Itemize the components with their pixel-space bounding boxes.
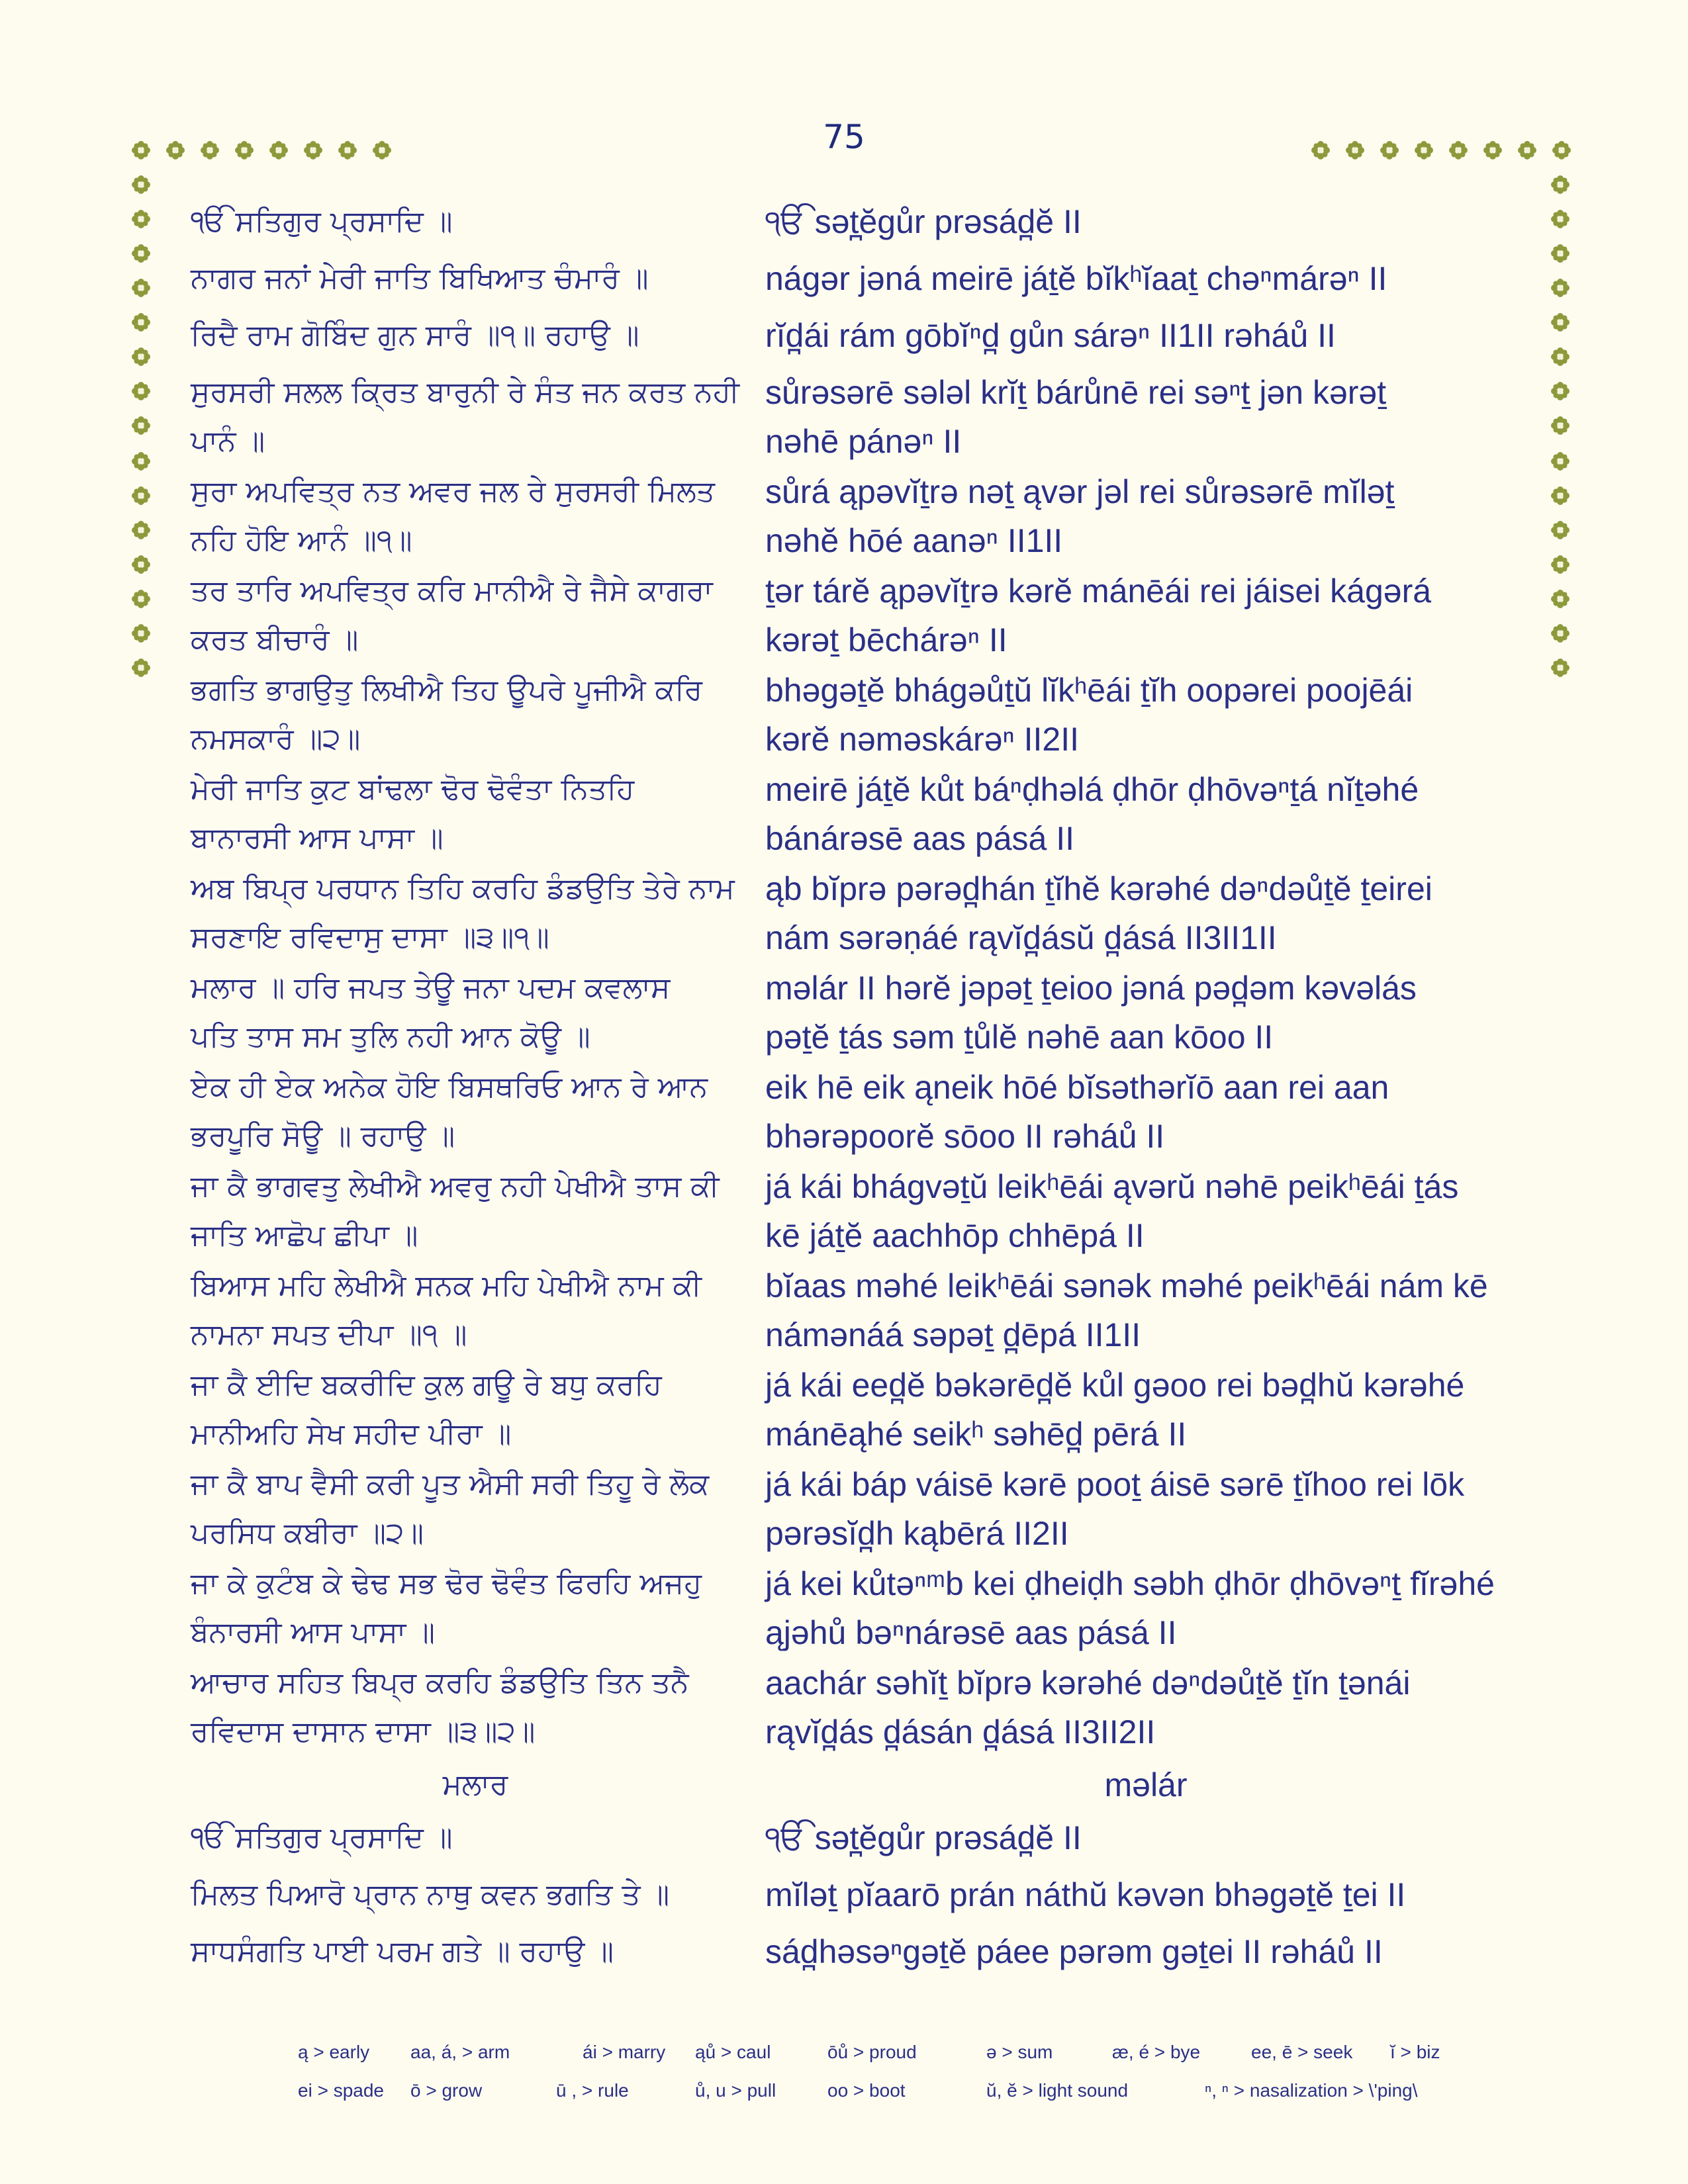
flower-ornament-icon (1380, 140, 1399, 160)
gurmukhi-text: ਅਬ ਬਿਪ੍ਰ ਪਰਧਾਨ ਤਿਹਿ ਕਰਹਿ ਡੰਡਉਤਿ ਤੇਰੇ ਨਾਮ ਸਰਣਾਇ ਰਵਿਦਾਸੁ ਦਾਸਾ ॥੩॥੧॥ (191, 872, 735, 954)
gurmukhi-text: ਮਿਲਤ ਪਿਆਰੋ ਪ੍ਰਾਨ ਨਾਥੁ ਕਵਨ ਭਗਤਿ ਤੇ ॥ (191, 1878, 670, 1911)
flower-ornament-icon (1550, 209, 1570, 229)
gurmukhi-text: ਆਚਾਰ ਸਹਿਤ ਬਿਪ੍ਰ ਕਰਹਿ ਡੰਡਉਤਿ ਤਿਨ ਤਨੈ ਰਵਿਦਾਸ ਦਾਸਾਨ ਦਾਸਾ ॥੩॥੨॥ (191, 1666, 689, 1749)
flower-ornament-icon (131, 589, 151, 609)
transliteration-text: já kái eed̪ĕ bəkərēd̪ĕ kůl gəoo rei bəd̪hŭ kərəhé mánēąhé seikʰ səhēd̪ pērá II (765, 1367, 1465, 1453)
flower-ornament-icon (1550, 451, 1570, 471)
gurmukhi-text: ਮਲਾਰ ॥ ਹਰਿ ਜਪਤ ਤੇਊ ਜਨਾ ਪਦਮ ਕਵਲਾਸ ਪਤਿ ਤਾਸ ਸਮ ਤੁਲਿ ਨਹੀ ਆਨ ਕੋਊ ॥ (191, 971, 671, 1054)
page-number: 75 (823, 118, 865, 156)
transliteration-text: ṯər tárĕ ąpəvĭṯrə kərĕ mánēái rei jáisei kágərá kərəṯ bēchárəⁿ II (765, 572, 1432, 659)
flower-ornament-icon (131, 278, 151, 298)
flower-ornament-icon (131, 347, 151, 367)
flower-ornament-icon (1414, 140, 1434, 160)
legend-row (298, 2080, 1523, 2118)
legend-item: ąů > caul (695, 2042, 771, 2062)
transliteration-text: eik hē eik ąneik hōé bĭsəthərĭō aan rei aan bhərəpoorĕ sōoo II rəháů II (765, 1069, 1389, 1155)
transliteration-text: já kái báp váisē kərē pooṯ áisē sərē ṯĭhoo rei lōk pərəsĭd̪h kąbērá II2II (765, 1466, 1465, 1552)
gurmukhi-text: ੴ ਸਤਿਗੁਰ ਪ੍ਰਸਾਦਿ ॥ (191, 1821, 453, 1854)
flower-ornament-icon (1550, 244, 1570, 263)
transliteration-text: já kei kůtəⁿᵐb kei ḍheiḍh səbh ḍhōr ḍhōvəⁿṯ fĭrəhé ąjəhů bəⁿnárəsē aas pásá II (765, 1565, 1495, 1651)
transliteration-text: bhəgəṯĕ bhágəůṯŭ lĭkʰēái ṯĭh oopərei poojēái kərĕ nəməskárəⁿ II2II (765, 672, 1413, 758)
transliteration-text: aachár səhĭṯ bĭprə kərəhé dəⁿdəůṯĕ ṯĭn ṯənái rąvĭd̪ás d̪ásán d̪ásá II3II2II (765, 1664, 1411, 1751)
transliteration-text: ੴ sət̪ĕgůr prəsád̪ĕ II (765, 1819, 1082, 1856)
legend-row (298, 2042, 1523, 2080)
transliteration-text: nágər jəná meirē jáṯĕ bĭkʰĭaaṯ chəⁿmárəⁿ II (765, 260, 1387, 297)
flower-ornament-icon (165, 140, 185, 160)
legend-item: ŭ, ĕ > light sound (986, 2080, 1129, 2101)
flower-ornament-icon (131, 486, 151, 506)
flower-ornament-icon (131, 381, 151, 401)
legend-item: ą > early (298, 2042, 370, 2062)
gurmukhi-text: ਬਿਆਸ ਮਹਿ ਲੇਖੀਐ ਸਨਕ ਮਹਿ ਪੇਖੀਐ ਨਾਮ ਕੀ ਨਾਮਨਾ ਸਪਤ ਦੀਪਾ ॥੧ ॥ (191, 1269, 702, 1351)
flower-ornament-icon (1550, 175, 1570, 195)
transliteration-text: məlár II hərĕ jəpəṯ ṯeioo jəná pəd̪əm kəvəlás pəṯĕ ṯás səm ṯůlĕ nəhē aan kōoo II (765, 970, 1417, 1056)
flower-ornament-icon (1550, 486, 1570, 506)
legend-item: æ, é > bye (1112, 2042, 1201, 2062)
flower-ornament-icon (1550, 278, 1570, 298)
gurmukhi-text: ਸੁਰਾ ਅਪਵਿਤ੍ਰ ਨਤ ਅਵਰ ਜਲ ਰੇ ਸੁਰਸਰੀ ਮਿਲਤ ਨਹਿ ਹੋਇ ਆਨੰ ॥੧॥ (191, 475, 715, 557)
flower-ornament-icon (1448, 140, 1468, 160)
flower-ornament-icon (200, 140, 220, 160)
flower-ornament-icon (1552, 140, 1571, 160)
flower-ornament-icon (338, 140, 357, 160)
gurmukhi-text: ਏਕ ਹੀ ਏਕ ਅਨੇਕ ਹੋਇ ਬਿਸਥਰਿਓ ਆਨ ਰੇ ਆਨ ਭਰਪੂਰਿ ਸੋਊ ॥ ਰਹਾਉ ॥ (191, 1070, 708, 1153)
flower-ornament-icon (1550, 555, 1570, 574)
flower-ornament-icon (1517, 140, 1537, 160)
flower-ornament-icon (131, 244, 151, 263)
flower-ornament-icon (234, 140, 254, 160)
flower-ornament-icon (269, 140, 289, 160)
flower-ornament-icon (1550, 347, 1570, 367)
transliteration-text: ੴ sət̪ĕgůr prəsád̪ĕ II (765, 203, 1082, 240)
flower-ornament-icon (372, 140, 392, 160)
gurmukhi-text: ਜਾ ਕੈ ਬਾਪ ਵੈਸੀ ਕਰੀ ਪੂਤ ਐਸੀ ਸਰੀ ਤਿਹੂ ਰੇ ਲੋਕ ਪਰਸਿਧ ਕਬੀਰਾ ॥੨॥ (191, 1467, 710, 1550)
flower-ornament-icon (131, 451, 151, 471)
flower-ornament-icon (1550, 381, 1570, 401)
legend-item: ə > sum (986, 2042, 1053, 2062)
flower-ornament-icon (131, 140, 151, 160)
transliteration-text: sád̪həsəⁿgəṯĕ páee pərəm gəṯei II rəháů II (765, 1933, 1383, 1970)
flower-ornament-icon (1550, 520, 1570, 540)
transliteration-text: meirē jáṯĕ kůt báⁿḍhəlá ḍhōr ḍhōvəⁿṯá nĭṯəhé bánárəsē aas pásá II (765, 771, 1419, 857)
flower-ornament-icon (1550, 658, 1570, 678)
transliteration-text: sůrá ąpəvĭṯrə nəṯ ąvər jəl rei sůrəsərē mĭləṯ nəhĕ hōé aanəⁿ II1II (765, 473, 1395, 559)
legend-item: ĭ > biz (1390, 2042, 1440, 2062)
flower-ornament-icon (131, 416, 151, 435)
transliteration-text: mĭləṯ pĭaarō prán náthŭ kəvən bhəgəṯĕ ṯei II (765, 1876, 1406, 1913)
legend-item: ⁿ, ⁿ > nasalization > \'ping\ (1205, 2080, 1418, 2101)
legend-item: ō > grow (410, 2080, 483, 2101)
gurmukhi-text: ਮੇਰੀ ਜਾਤਿ ਕੁਟ ਬਾਂਢਲਾ ਢੋਰ ਢੋਵੰਤਾ ਨਿਤਹਿ ਬਾਨਾਰਸੀ ਆਸ ਪਾਸਾ ॥ (191, 772, 635, 855)
flower-ornament-icon (1550, 589, 1570, 609)
gurmukhi-text: ਰਿਦੈ ਰਾਮ ਗੋਬਿੰਦ ਗੁਨ ਸਾਰੰ ॥੧॥ ਰਹਾਉ ॥ (191, 318, 639, 352)
gurmukhi-text: ਸੁਰਸਰੀ ਸਲਲ ਕ੍ਰਿਤ ਬਾਰੁਨੀ ਰੇ ਸੰਤ ਜਨ ਕਰਤ ਨਹੀ ਪਾਨੰ ॥ (191, 375, 739, 458)
flower-ornament-icon (1345, 140, 1365, 160)
flower-ornament-icon (131, 658, 151, 678)
flower-ornament-icon (1311, 140, 1331, 160)
transliteration-text: rĭd̪ái rám gōbĭⁿd̪ gůn sárəⁿ II1II rəháů II (765, 317, 1336, 354)
flower-ornament-icon (131, 312, 151, 332)
transliteration-text: sůrəsərē sələl krĭṯ bárůnē rei səⁿṯ jən kərəṯ nəhē pánəⁿ II (765, 374, 1387, 460)
gurmukhi-text: ਜਾ ਕੈ ਈਦਿ ਬਕਰੀਦਿ ਕੁਲ ਗਊ ਰੇ ਬਧੁ ਕਰਹਿ ਮਾਨੀਅਹਿ ਸੇਖ ਸਹੀਦ ਪੀਰਾ ॥ (191, 1368, 662, 1451)
gurmukhi-text: ਨਾਗਰ ਜਨਾਂ ਮੇਰੀ ਜਾਤਿ ਬਿਖਿਆਤ ਚੰਮਾਰੰ ॥ (191, 261, 649, 295)
legend-item: ei > spade (298, 2080, 384, 2101)
flower-ornament-icon (1550, 623, 1570, 643)
gurmukhi-text: ੴ ਸਤਿਗੁਰ ਪ੍ਰਸਾਦਿ ॥ (191, 205, 453, 238)
flower-ornament-icon (1550, 312, 1570, 332)
legend-item: ōů > proud (827, 2042, 917, 2062)
gurmukhi-text: ਮਲਾਰ (442, 1768, 508, 1801)
legend-item: ee, ē > seek (1251, 2042, 1353, 2062)
gurmukhi-text: ਭਗਤਿ ਭਾਗਉਤੁ ਲਿਖੀਐ ਤਿਹ ਊਪਰੇ ਪੂਜੀਐ ਕਰਿ ਨਮਸਕਾਰੰ ॥੨॥ (191, 673, 703, 756)
legend-item: ů, u > pull (695, 2080, 776, 2101)
flower-ornament-icon (131, 520, 151, 540)
transliteration-text: bĭaas məhé leikʰēái sənək məhé peikʰēái nám kē námənáá səpəṯ d̪ēpá II1II (765, 1267, 1488, 1353)
legend-item: oo > boot (827, 2080, 906, 2101)
flower-ornament-icon (131, 209, 151, 229)
gurmukhi-text: ਤਰ ਤਾਰਿ ਅਪਵਿਤ੍ਰ ਕਰਿ ਮਾਨੀਐ ਰੇ ਜੈਸੇ ਕਾਗਰਾ ਕਰਤ ਬੀਚਾਰੰ ॥ (191, 574, 713, 657)
flower-ornament-icon (1483, 140, 1503, 160)
legend-item: ái > marry (583, 2042, 666, 2062)
flower-ornament-icon (131, 175, 151, 195)
gurmukhi-text: ਜਾ ਕੇ ਕੁਟੰਬ ਕੇ ਢੇਢ ਸਭ ਢੋਰ ਢੋਵੰਤ ਫਿਰਹਿ ਅਜਹੁ ਬੰਨਾਰਸੀ ਆਸ ਪਾਸਾ ॥ (191, 1567, 702, 1649)
pronunciation-legend (298, 2042, 1523, 2118)
transliteration-text: ąb bĭprə pərəd̪hán ṯĭhĕ kərəhé dəⁿdəůṯĕ ṯeirei nám sərəṇáé rąvĭd̪ásŭ d̪ásá II3II1II (765, 870, 1432, 956)
flower-ornament-icon (1550, 416, 1570, 435)
flower-ornament-icon (131, 555, 151, 574)
transliteration-text: məlár (1104, 1766, 1188, 1803)
legend-item: ū , > rule (556, 2080, 629, 2101)
gurmukhi-text: ਜਾ ਕੈ ਭਾਗਵਤੁ ਲੇਖੀਐ ਅਵਰੁ ਨਹੀ ਪੇਖੀਐ ਤਾਸ ਕੀ ਜਾਤਿ ਆਛੋਪ ਛੀਪਾ ॥ (191, 1169, 720, 1252)
gurmukhi-text: ਸਾਧਸੰਗਤਿ ਪਾਈ ਪਰਮ ਗਤੇ ॥ ਰਹਾਉ ॥ (191, 1934, 614, 1968)
legend-item: aa, á, > arm (410, 2042, 510, 2062)
flower-ornament-icon (303, 140, 323, 160)
flower-ornament-icon (131, 623, 151, 643)
transliteration-text: já kái bhágvəṯŭ leikʰēái ąvərŭ nəhē peikʰēái ṯás kē jáṯĕ aachhōp chhēpá II (765, 1168, 1459, 1254)
